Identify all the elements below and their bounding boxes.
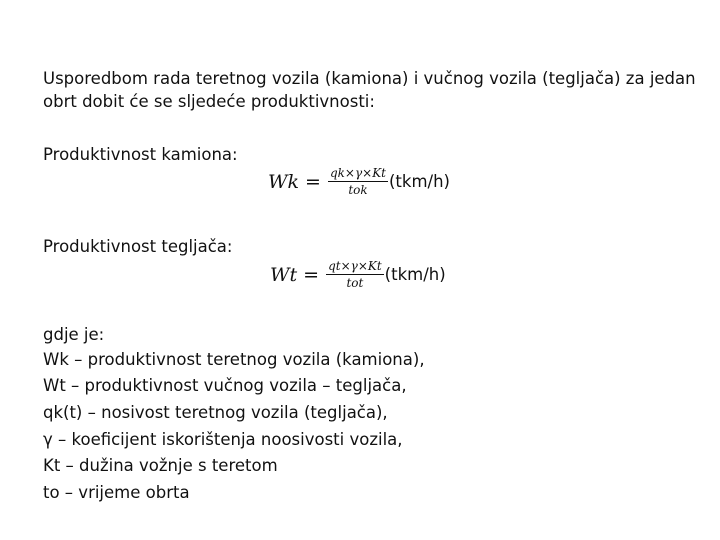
truck-formula xyxy=(268,166,450,197)
tractor-formula xyxy=(270,259,446,290)
tractor-formula-numerator: qt×γ×Kt xyxy=(328,259,382,273)
legend-item: qk(t) – nosivost teretnog vozila (tegljača), xyxy=(43,403,388,422)
truck-formula-unit: (tkm/h) xyxy=(389,172,450,191)
truck-heading: Produktivnost kamiona: xyxy=(43,145,238,164)
legend-item: Wk – produktivnost teretnog vozila (kamiona), xyxy=(43,350,425,369)
tractor-heading: Produktivnost tegljača: xyxy=(43,237,233,256)
intro-line-2: obrt dobit će se sljedeće produktivnosti: xyxy=(43,92,375,111)
truck-formula-denominator: tok xyxy=(348,183,368,197)
truck-formula-numerator: qk×γ×Kt xyxy=(329,166,386,180)
tractor-formula-lhs: Wt xyxy=(270,263,298,286)
tractor-formula-unit: (tkm/h) xyxy=(384,265,446,284)
legend-item: γ – koeficijent iskorištenja noosivosti vozila, xyxy=(43,430,403,449)
legend-item: Wt – produktivnost vučnog vozila – tegljača, xyxy=(43,376,407,395)
tractor-formula-fraction xyxy=(326,259,384,290)
truck-formula-equals: = xyxy=(305,170,321,193)
legend-item: to – vrijeme obrta xyxy=(43,483,190,502)
truck-formula-fraction xyxy=(328,166,388,197)
tractor-formula-equals: = xyxy=(303,263,320,286)
intro-line-1: Usporedbom rada teretnog vozila (kamiona) i vučnog vozila (tegljača) za jedan xyxy=(43,69,696,88)
legend-item: Kt – dužina vožnje s teretom xyxy=(43,456,278,475)
legend-heading: gdje je: xyxy=(43,325,105,344)
tractor-formula-denominator: tot xyxy=(346,276,364,290)
truck-formula-lhs: Wk xyxy=(268,170,300,193)
